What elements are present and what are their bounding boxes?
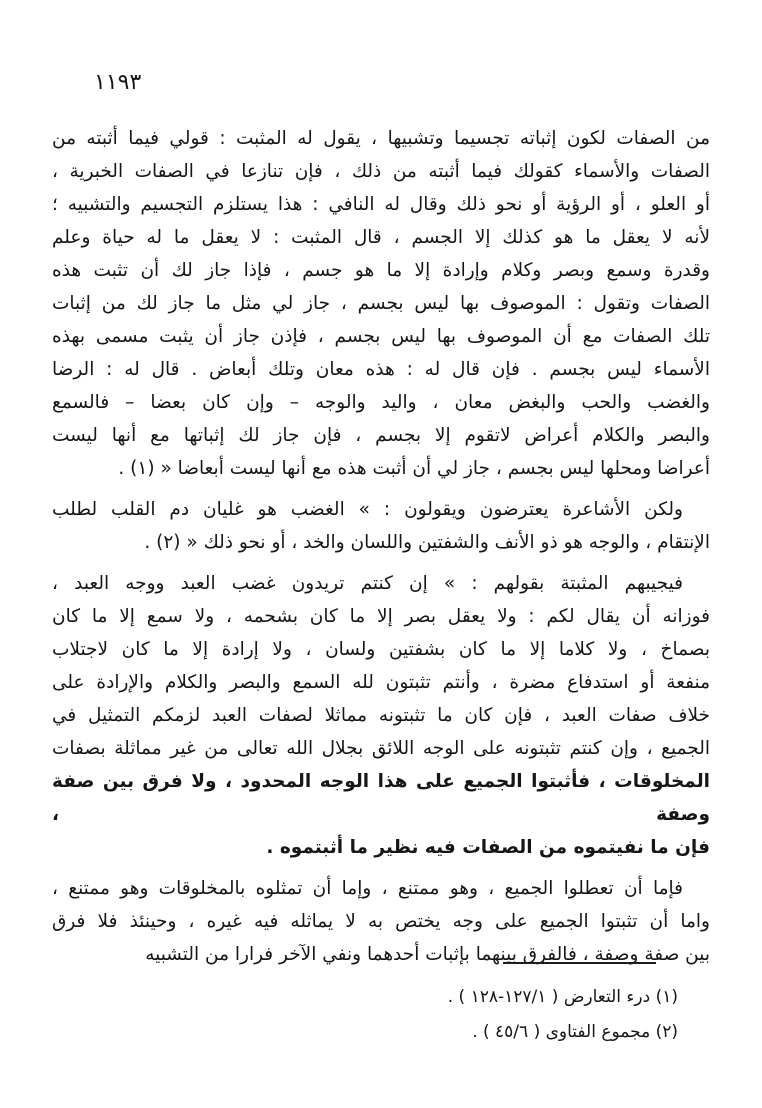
text-line: من الصفات لكون إثباته تجسيما وتشبيها ، يقول له المثبت : قولي فيما أثبته من: [52, 128, 710, 149]
page-number: ١١٩٣: [94, 70, 142, 95]
text-line-emphasis: المخلوقات ، فأثبتوا الجميع على هذا الوجه المحدود ، ولا فرق بين صفة وصفة ،: [52, 771, 710, 825]
text-line: فوزانه أن يقال لكم : ولا يعقل بصر إلا ما كان بشحمه ، ولا سمع إلا ما كان: [52, 606, 710, 627]
text-line: أو العلو ، أو الرؤية أو نحو ذلك وقال له النافي : هذا يستلزم التجسيم والتشبيه ؛: [52, 194, 710, 215]
footnote-2: (٢) مجموع الفتاوى ( ٤٥/٦ ) .: [472, 1022, 678, 1042]
paragraph-2: [52, 493, 710, 559]
text-line: الجميع ، وإن كنتم تثبتونه على الوجه اللائق بجلال الله تعالى من غير مماثلة بصفات: [52, 738, 710, 759]
text-line: بصماخ ، ولا كلاما إلا ما كان بشفتين ولسان ، ولا إرادة إلا ما كان لاجتلاب: [52, 639, 710, 660]
text-line-emphasis: فإن ما نفيتموه من الصفات فيه نظير ما أثبتموه .: [266, 837, 710, 858]
text-line: ولكن الأشاعرة يعترضون ويقولون : » الغضب هو غليان دم القلب لطلب: [52, 499, 683, 520]
footnote-separator: [503, 962, 656, 964]
text-line: فيجيبهم المثبتة بقولهم : » إن كنتم تريدون غضب العبد ووجه العبد ،: [52, 573, 683, 594]
text-line: الصفات وتقول : الموصوف بها ليس بجسم ، جاز لي مثل ما جاز لك من إثبات: [52, 293, 710, 314]
text-line: الأسماء ليس بجسم . فإن قال له : هذه معان وتلك أبعاض . قال له : الرضا: [52, 359, 710, 380]
text-line: الإنتقام ، والوجه هو ذو الأنف والشفتين واللسان والخد ، أو نحو ذلك « (٢) .: [144, 532, 710, 553]
text-line: أعراضا ومحلها ليس بجسم ، جاز لي أن أثبت هذه مع أنها ليست أبعاضا « (١) .: [118, 458, 710, 479]
paragraph-3: [52, 567, 710, 864]
text-line: الصفات والأسماء كقولك فيما أثبته من ذلك ، فإن تنازعا في الصفات الخبرية ،: [52, 161, 710, 182]
paragraph-1: [52, 122, 710, 485]
text-line: والغضب والحب والبغض معان ، واليد والوجه – وإن كان بعضا – فالسمع: [52, 392, 710, 413]
text-line: لأنه لا يعقل ما هو كذلك إلا الجسم ، قال المثبت : لا يعقل ما له حياة وعلم: [52, 227, 710, 248]
text-line: منفعة أو استدفاع مضرة ، وأنتم تثبتون لله السمع والبصر والكلام والإرادة على: [52, 672, 710, 693]
footnote-1: (١) درء التعارض ( ١٢٧/١-١٢٨ ) .: [447, 987, 678, 1007]
text-line: بين صفة وصفة ، فالفرق بينهما بإثبات أحدهما ونفي الآخر فرارا من التشبيه: [145, 944, 710, 965]
text-line: واما أن تثبتوا الجميع على وجه يختص به لا يماثله فيه غيره ، وحينئذ فلا فرق: [52, 911, 710, 932]
text-line: خلاف صفات العبد ، فإن كان ما تثبتونه مماثلا لصفات العبد لزمكم التمثيل في: [52, 705, 710, 726]
text-line: وقدرة وسمع وبصر وكلام وإرادة إلا ما هو جسم ، فإذا جاز لك أن تثبت هذه: [52, 260, 710, 281]
paragraph-4: [52, 872, 710, 971]
text-line: فإما أن تعطلوا الجميع ، وهو ممتنع ، وإما أن تمثلوه بالمخلوقات وهو ممتنع ،: [52, 878, 683, 899]
text-block: [52, 122, 710, 979]
text-line: والبصر والكلام أعراض لاتقوم إلا بجسم ، فإن جاز لك إثباتها مع أنها ليست: [52, 425, 710, 446]
text-line: تلك الصفات مع أن الموصوف بها ليس بجسم ، فإذن جاز أن يثبت مسمى بهذه: [52, 326, 710, 347]
footnotes: [60, 980, 678, 1050]
